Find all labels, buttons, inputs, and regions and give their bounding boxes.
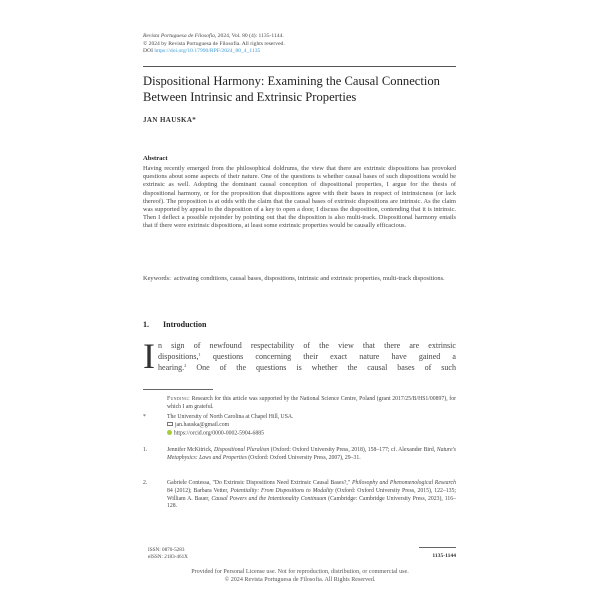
intro-text: questions concerning their exact nature have gained a [200,352,456,361]
citation-text: Jennifer McKitrick, [167,447,214,453]
license-line-2: © 2024 Revista Portuguesa de Filosofia. All Rights Reserved. [224,577,376,584]
affiliation-note [143,414,456,438]
issn-block [148,547,188,560]
citation-title: Nature's Metaphysics: Laws and Properties [167,447,456,461]
author-name: JAN HAUSKA* [143,116,197,124]
license-line-1: Provided for Personal License use. Not for reproduction, distribution, or commercial use. [191,569,409,575]
intro-line-1: n sign of newfound respectability of the view that there are extrinsic [158,341,456,350]
citation-text: (Oxford: Oxford University Press, 2007), 29–31. [246,454,361,461]
keywords [143,275,456,283]
section-number: 1. [143,320,149,329]
title-line-1: Dispositional Harmony: Examining the Causal Connection [143,74,440,88]
journal-name: Revista Portuguesa de Filosofia [143,33,215,39]
header-divider [143,66,456,67]
drop-cap: I [143,336,155,376]
abstract-text: Having recently emerged from the philosophical doldrums, the view that there are extrinsic dispositions has provoked questions about some aspects of their nature. One of the questions is whether causal bases of such dispositions would be extrinsic as well. Adopting the dominant causal conception of dispositional properties, I argue for the thesis of dispositional harmony, or for the proposition that dispositions agree with their bases in respect of intrinsicness (or lack thereof). The proposition is at odds with the claim that the causal bases of extrinsic dispositions are intrinsic. As the claim was supported by appeal to the disposition of a key to open a door, I discuss the disposition, contending that it is intrinsic. Then I deflect a possible rejoinder by pointing out that the disposition is also multi-track. Dispositional harmony entails that if there were extrinsic dispositions, at least some extrinsic properties would be causally efficacious. [143,165,456,230]
article-title [143,73,456,105]
citation-line [143,33,456,41]
footnote-1 [143,447,456,463]
intro-text: dispositions, [158,352,199,361]
section-heading [143,320,456,329]
footnote-text [167,480,456,511]
footnote-ref-2[interactable]: 2 [184,363,187,368]
email-line [167,422,456,430]
license-notice [100,568,500,584]
intro-text: hearing. [158,363,185,372]
citation-text: Gabriele Contessa, "Do Extrinsic Dispositions Need Extrinsic Causal Bases?," [167,480,352,486]
citation-title: Philosophy and Phenomenological Research [351,480,456,486]
keywords-label: Keywords: [143,275,171,282]
affiliation-block [167,414,456,438]
abstract-heading: Abstract [143,155,168,162]
intro-text: One of the questions is whether the causal bases of such [186,363,456,372]
funding-mark [143,396,167,412]
doi-label: DOI [143,48,153,55]
footnote-ref-1[interactable]: 1 [198,352,201,357]
keywords-value: activating conditions, causal bases, dispositions, intrinsic and extrinsic properties, multi-track dispositions. [173,275,445,282]
citation-title: Potentiality: From Dispositions to Modality [230,487,334,494]
doi-link[interactable]: https://doi.org/10.17990/RPF/2024_80_4_1135 [154,48,261,55]
journal-header [143,33,456,56]
citation-title: Dispositional Pluralism [213,447,270,453]
title-line-2: Between Intrinsic and Extrinsic Properties [143,90,357,104]
citation-details: , 2024, Vol. 80 (4): 1135-1144. [214,33,284,39]
issn: ISSN: 0870-5283 [148,547,185,553]
footnote-divider [143,389,213,390]
eissn: eISSN: 2183-461X [148,553,188,560]
funding-label: Funding: [167,396,190,402]
copyright-line: © 2024 by Revista Portuguesa de Filosofia. All rights reserved. [143,40,285,47]
doi-line [143,48,456,56]
affiliation-text: The University of North Carolina at Chapel Hill, USA. [167,414,294,420]
footnote-number: 2. [143,480,148,486]
page-range: 1135-1144 [432,553,456,559]
affiliation-mark: * [143,414,146,420]
funding-note [143,396,456,412]
funding-text-wrap [167,396,456,412]
orcid-line [167,430,456,438]
orcid-link[interactable]: https://orcid.org/0000-0002-5904-6885 [173,430,265,437]
footnote-number: 1. [143,447,148,453]
funding-text: Research for this article was supported by the National Science Centre, Poland (grant 2017/25/B/HS1/00897), for which I am grateful. [167,396,456,410]
intro-line-2 [143,351,456,362]
orcid-icon [167,430,172,435]
citation-text: (Cambridge: Cambridge University Press, 2023), 116–128. [167,495,456,510]
footnote-text [167,447,456,463]
footnote-2 [143,480,456,511]
intro-line-3 [143,362,456,373]
page-range-divider [419,547,456,548]
section-title: Introduction [163,320,207,329]
envelope-icon [167,422,173,426]
citation-title: Causal Powers and the Intentionality Continuum [211,495,327,502]
citation-text: 84 (2012); Barbara Vetter, [167,487,231,494]
citation-text: (Oxford: Oxford University Press, 2015), 122–135; William A. Bauer, [167,487,456,502]
intro-paragraph [143,336,456,376]
email-link[interactable]: jan.hauska@gmail.com [175,421,230,428]
citation-text: (Oxford: Oxford University Press, 2018), 158–177; cf. Alexander Bird, [269,447,437,453]
